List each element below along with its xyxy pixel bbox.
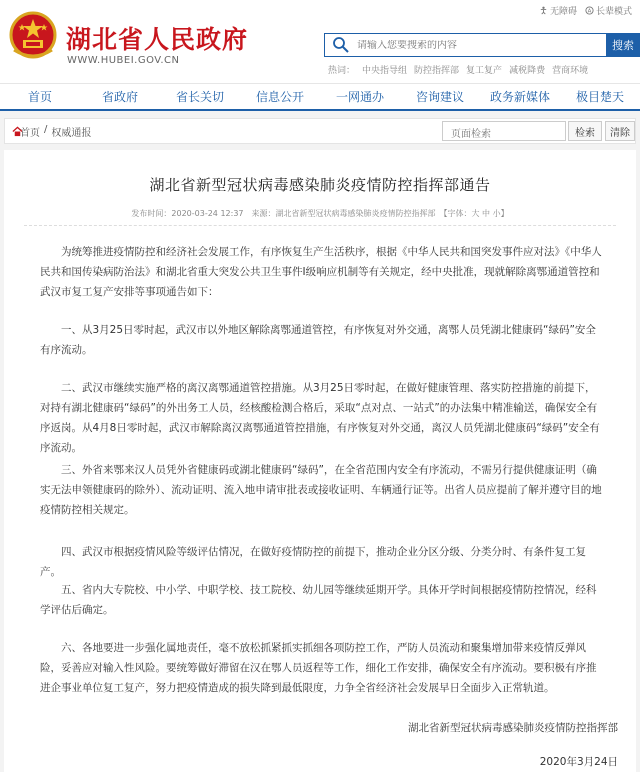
breadcrumb (20, 124, 91, 139)
article-title: 湖北省新型冠状病毒感染肺炎疫情防控指挥部通告 (149, 176, 491, 194)
hot-word[interactable]: 防控指挥部 (414, 66, 460, 76)
search-icon (331, 35, 351, 55)
nav-item-jimu[interactable]: 极目楚天 (575, 90, 624, 104)
hot-word[interactable]: 减税降费 (509, 66, 546, 76)
article-paragraph: 一、从3月25日零时起，武汉市以外地区解除离鄂通道管控，有序恢复对外交通，离鄂人员凭湖北健康码“绿码”安全有序流动。 (40, 324, 596, 356)
article-date: 2020年3月24日 (539, 756, 618, 768)
article-paragraph: 二、武汉市继续实施严格的离汉离鄂通道管控措施。从3月25日零时起，在做好健康管理、落实防控措施的前提下，对持有湖北健康码“绿码”的外出务工人员，经核酸检测合格后，采取“点对点、一站式”的办法集中精准输送，确保安全有序返岗。从4月8日零时起，武汉市解除离汉离鄂通道管控措施，有序恢复对外交通，离汉人员凭湖北健康码“绿码”安全有序流动。 (40, 382, 600, 454)
article-paragraph: 六、各地要进一步强化属地责任，毫不放松抓紧抓实抓细各项防控工作，严防人员流动和聚集增加带来疫情反弹风险，妥善应对输入性风险。要统筹做好滞留在汉在鄂人员返程等工作，细化工作安排，确保安全有序流动。要积极有序推进企事业单位复工复产，努力把疫情造成的损失降到最低限度，力争全省经济社会发展早日全面步入正常轨道。 (40, 642, 597, 694)
elder-mode-label: 长辈模式 (595, 7, 632, 17)
nav-item-home[interactable]: 首页 (27, 90, 52, 104)
site-url: WWW.HUBEI.GOV.CN (67, 55, 180, 66)
article-paragraph: 四、武汉市根据疫情风险等级评估情况，在做好疫情防控的前提下，推动企业分区分级、分类分时、有条件复工复产。 (40, 546, 586, 578)
elder-mode-icon (585, 6, 594, 15)
nav-item-government[interactable]: 省政府 (101, 90, 138, 104)
page-search-input[interactable] (443, 126, 553, 144)
main-nav (0, 83, 640, 111)
nav-item-governor[interactable]: 省长关切 (175, 90, 224, 104)
breadcrumb-bar (4, 118, 636, 144)
top-links (539, 4, 632, 17)
site-search-box (324, 33, 607, 57)
breadcrumb-home[interactable]: 首页 (20, 128, 40, 139)
svg-text:A: A (587, 8, 592, 15)
nav-item-new-media[interactable]: 政务新媒体 (489, 90, 550, 104)
breadcrumb-separator: / (44, 124, 48, 135)
site-header (0, 0, 640, 80)
national-emblem-icon[interactable] (8, 10, 58, 62)
article (4, 150, 636, 772)
accessibility-icon (539, 6, 548, 15)
nav-item-disclosure[interactable]: 信息公开 (255, 90, 304, 104)
site-search-input[interactable] (357, 40, 597, 51)
page-clear-button[interactable]: 清除 (605, 121, 635, 141)
nav-item-consult[interactable]: 咨询建议 (415, 90, 464, 104)
hot-words-label: 热词： (328, 66, 356, 76)
nav-item-services[interactable]: 一网通办 (335, 90, 384, 104)
hot-word[interactable]: 营商环境 (552, 66, 589, 76)
page-search-button[interactable]: 检索 (568, 121, 602, 141)
hot-words (328, 63, 588, 76)
accessibility-link[interactable] (539, 4, 577, 17)
hot-word[interactable]: 复工复产 (466, 66, 503, 76)
hot-word[interactable]: 中央指导组 (362, 66, 408, 76)
article-meta: 发布时间：2020-03-24 12:37 来源：湖北省新型冠状病毒感染肺炎疫情防控指挥部 【字体：大 中 小】 (131, 209, 509, 218)
site-search-button[interactable]: 搜索 (606, 33, 640, 57)
page-search-box (442, 121, 566, 141)
accessibility-label: 无障碍 (549, 7, 577, 17)
meta-divider (24, 225, 616, 226)
article-paragraph: 三、外省来鄂来汉人员凭外省健康码或湖北健康码“绿码”，在全省范围内安全有序流动，不需另行提供健康证明（确实无法申领健康码的除外）、流动证明、流入地申请审批表或接收证明、车辆通行证等。出省人员应提前了解并遵守目的地疫情防控相关规定。 (40, 464, 602, 516)
article-paragraph: 五、省内大专院校、中小学、中职学校、技工院校、幼儿园等继续延期开学。具体开学时间根据疫情防控情况，经科学评估后确定。 (40, 584, 597, 616)
article-paragraph: 为统筹推进疫情防控和经济社会发展工作，有序恢复生产生活秩序，根据《中华人民共和国突发事件应对法》《中华人民共和国传染病防治法》和湖北省重大突发公共卫生事件Ⅰ级响应机制等有关规定，经中央批准，现就解除离鄂通道管控和武汉市复工复产安排等事项通告如下： (40, 246, 602, 298)
article-signature: 湖北省新型冠状病毒感染肺炎疫情防控指挥部 (408, 722, 618, 734)
elder-mode-link[interactable] (585, 4, 632, 17)
site-title[interactable]: 湖北省人民政府 (66, 25, 249, 54)
breadcrumb-current[interactable]: 权威通报 (51, 128, 92, 139)
